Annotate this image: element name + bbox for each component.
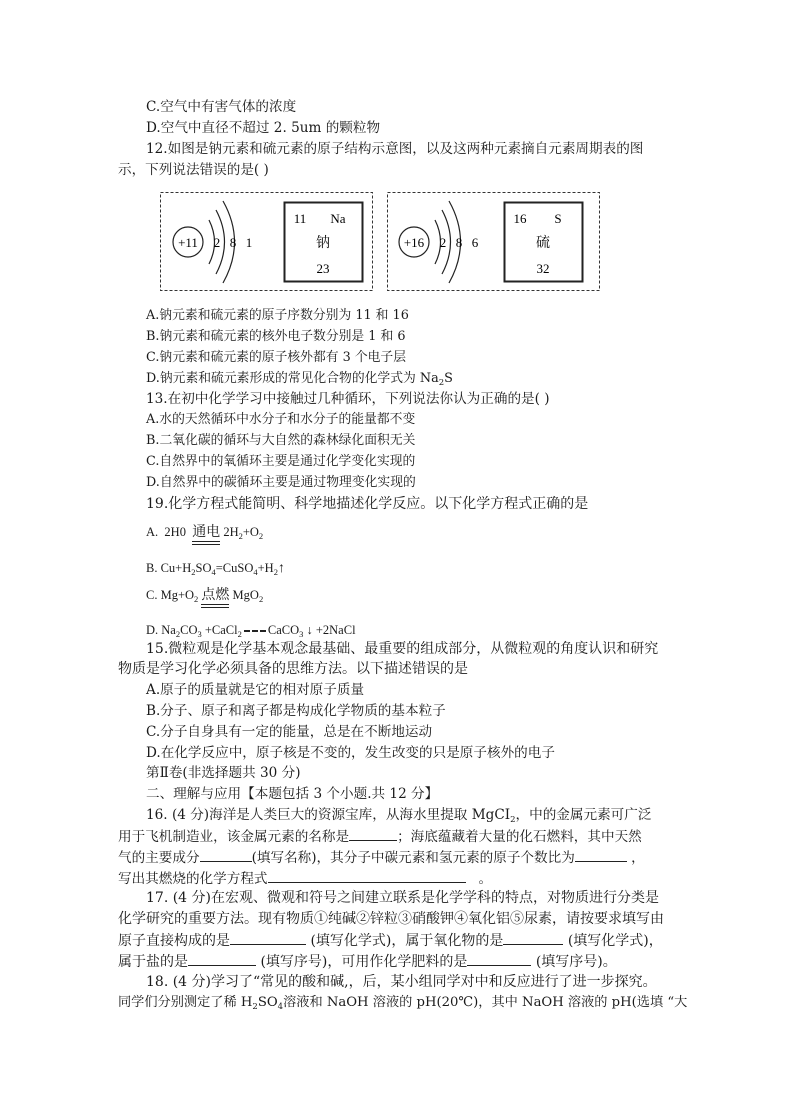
- q13-stem: 13.在初中化学学习中接触过几种循环，下列说法你认为正确的是( ): [146, 391, 550, 407]
- q17-blank-atomic-substance[interactable]: [230, 930, 306, 945]
- q15-option-d: D.在化学反应中，原子核是不变的，发生改变的只是原子核外的电子: [146, 745, 555, 761]
- sulfur-atomic-number: 16: [513, 211, 527, 226]
- sodium-shell-electrons-2: 8: [229, 235, 237, 250]
- q18-line2: 同学们分别测定了稀 $H_2SO_4$溶液和 NaOH 溶液的 pH(20℃)，其中 NaOH 溶液的 pH(选填 “大: [118, 995, 688, 1012]
- q12-stem-line2: 示，下列说法错误的是( ): [118, 162, 269, 178]
- q19-d-equals-sign: [244, 630, 266, 632]
- q17-blank-fertilizer[interactable]: [467, 951, 531, 966]
- q13-option-b: B.二氧化碳的循环与大自然的森林绿化面积无关: [146, 433, 416, 448]
- q17-line3: 原子直接构成的是 (填写化学式)，属于氧化物的是 (填写化学式)，: [118, 930, 663, 951]
- atom-structure-figure: [160, 192, 620, 292]
- q17-line1: 17. (4 分)在宏观、微观和符号之间建立联系是化学学科的特点，对物质进行分类是: [146, 890, 659, 906]
- q12-option-d: D.钠元素和硫元素形成的常见化合物的化学式为 $Na_2S$: [146, 371, 453, 388]
- q13-option-d: D.自然界中的碳循环主要是通过物理变化实现的: [146, 475, 416, 490]
- sodium-atomic-mass: 23: [316, 261, 330, 276]
- sulfur-symbol: S: [554, 211, 562, 226]
- section-2-title: 第Ⅱ卷(非选择题共 30 分): [146, 765, 301, 781]
- q15-option-b: B.分子、原子和离子都是构成化学物质的基本粒子: [146, 703, 446, 719]
- sodium-shell-electrons-1: 2: [213, 235, 221, 250]
- q16-line2: 用于飞机制造业，该金属元素的名称是 ；海底蕴藏着大量的化石燃料，其中天然: [118, 826, 642, 847]
- sulfur-shell-electrons-2: 8: [455, 235, 463, 250]
- q16-blank-atom-ratio[interactable]: [575, 847, 627, 862]
- q16-line1: 16. (4 分)海洋是人类巨大的资源宝库，从海水里提取 MgCI$_2$，中的金属元素可广泛: [146, 807, 652, 825]
- q15-option-a: A.原子的质量就是它的相对原子质量: [146, 682, 365, 698]
- q12-option-b: B.钠元素和硫元素的核外电子数分别是 1 和 6: [146, 329, 406, 344]
- q17-blank-oxide[interactable]: [503, 930, 563, 945]
- sodium-symbol: Na: [330, 211, 346, 226]
- q15-option-c: C.分子自身具有一定的能量，总是在不断地运动: [146, 724, 433, 740]
- sodium-shell-electrons-3: 1: [245, 235, 253, 250]
- q13-option-c: C.自然界中的氧循环主要是通过化学变化实现的: [146, 454, 416, 469]
- q11-option-d: D.空气中直径不超过 2. 5um 的颗粒物: [146, 120, 381, 136]
- sulfur-shell-electrons-1: 2: [439, 235, 447, 250]
- sulfur-atomic-mass: 32: [536, 261, 550, 276]
- q12-stem-line1: 12.如图是钠元素和硫元素的原子结构示意图，以及这两种元素摘自元素周期表的图: [146, 141, 644, 157]
- q16-blank-gas-name[interactable]: [200, 847, 252, 862]
- q19-option-d: D. $Na_2CO_3$ +CaCl$_2$ CaCO$_3$ ↓ +2NaCl: [146, 623, 356, 639]
- sulfur-name: 硫: [536, 236, 550, 251]
- q19-a-condition: 通电: [192, 526, 220, 545]
- q19-option-a: A. 2H0 通电 $2H_2+O_2$: [146, 522, 263, 546]
- q11-option-c: C.空气中有害气体的浓度: [146, 99, 297, 115]
- q19-stem: 19.化学方程式能简明、科学地描述化学反应。以下化学方程式正确的是: [146, 496, 589, 512]
- sulfur-nucleus-charge: +16: [403, 235, 425, 250]
- q16-blank-equation[interactable]: [268, 868, 466, 883]
- sodium-name: 钠: [316, 236, 330, 251]
- q15-stem-line2: 物质是学习化学必须具备的思维方法。以下描述错误的是: [118, 661, 468, 677]
- q18-line1: 18. (4 分)学习了“常见的酸和碱,，后，某小组同学对中和反应进行了进一步探究。: [146, 974, 657, 990]
- sodium-atomic-number: 11: [293, 211, 307, 226]
- q13-option-a: A.水的天然循环中水分子和水分子的能量都不变: [146, 412, 416, 427]
- q17-line2: 化学研究的重要方法。现有物质①纯碱②锌粒③硝酸钾④氧化铝⑤尿素，请按要求填写由: [118, 911, 664, 927]
- q19-c-condition: 点燃: [201, 589, 229, 608]
- q19-option-c: C. $Mg+O_2$ 点燃 MgO$_2$: [146, 585, 263, 609]
- sodium-nucleus-charge: +11: [178, 235, 198, 250]
- q17-blank-salt[interactable]: [188, 951, 256, 966]
- sulfur-shell-electrons-3: 6: [471, 235, 479, 250]
- section-2-part-heading: 二、理解与应用【本题包括 3 个小题.共 12 分】: [146, 786, 439, 802]
- q12-option-c: C.钠元素和硫元素的原子核外都有 3 个电子层: [146, 350, 407, 365]
- q16-line3: 气的主要成分 (填写名称)，其分子中碳元素和氢元素的原子个数比为 ，: [118, 847, 645, 868]
- q12-option-a: A.钠元素和硫元素的原子序数分别为 11 和 16: [146, 308, 409, 323]
- q16-line4: 写出其燃烧的化学方程式 。: [118, 868, 492, 889]
- q19-option-b: B. $Cu+H_2SO_4=CuSO_4+H_2↑$: [146, 561, 285, 577]
- q16-blank-metal-name[interactable]: [349, 826, 397, 841]
- q17-line4: 属于盐的是 (填写序号)，可用作化学肥料的是 (填写序号)。: [118, 951, 617, 972]
- q15-stem-line1: 15.微粒观是化学基本观念最基础、最重要的组成部分，从微粒观的角度认识和研究: [146, 641, 659, 657]
